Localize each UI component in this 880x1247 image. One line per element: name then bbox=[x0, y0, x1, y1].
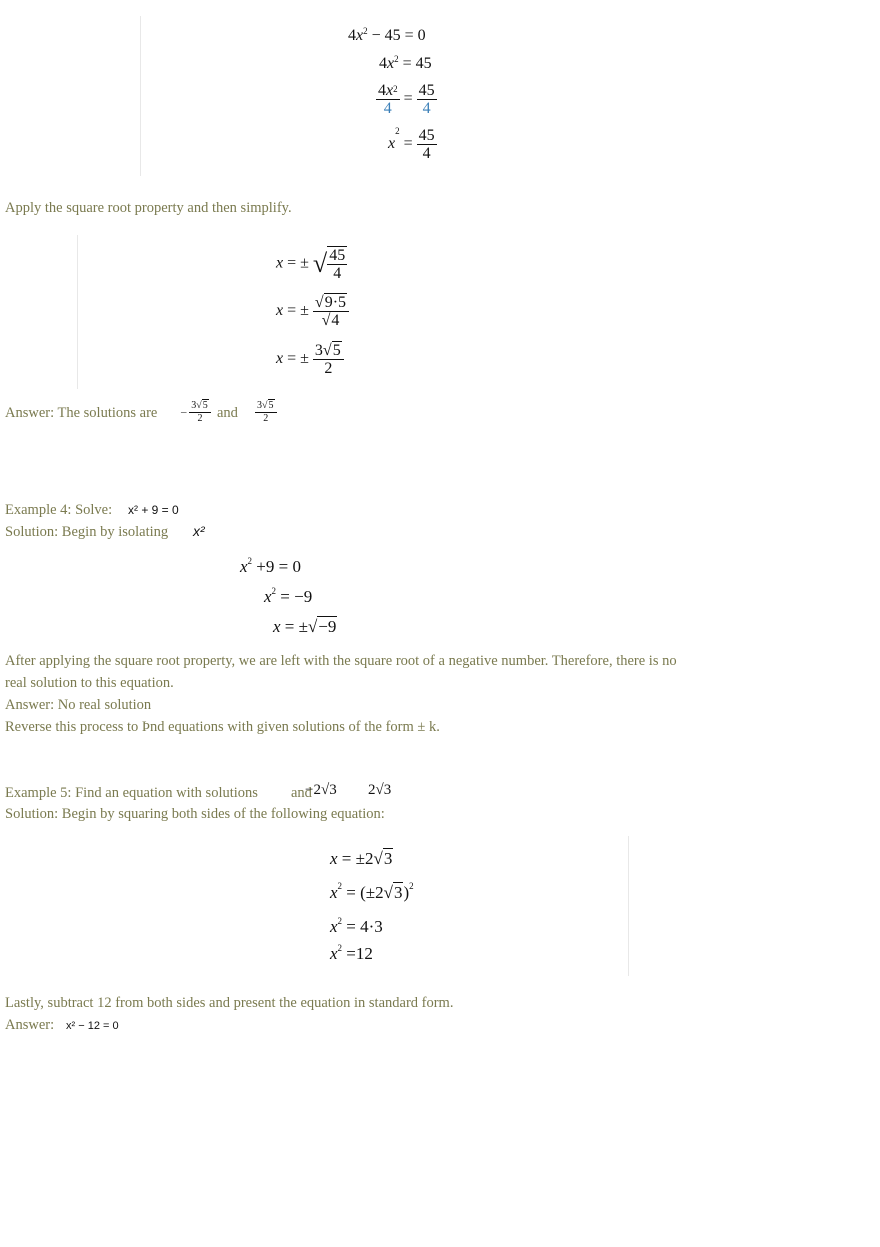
eq-rest: − 45 = 0 bbox=[371, 27, 426, 44]
num-45: 45 bbox=[418, 127, 435, 144]
radicand: −9 bbox=[318, 617, 337, 636]
coef: 3 bbox=[257, 400, 262, 411]
fraction: $\frac{3√5}{2}$ bbox=[255, 400, 277, 425]
answer-solutions-label: Answer: The solutions are bbox=[5, 405, 158, 421]
eq-rest: = 4·3 bbox=[346, 917, 383, 936]
value: ±2 bbox=[355, 849, 374, 868]
fraction: $\frac{3√5}{2}$ bbox=[189, 400, 211, 425]
den: 2 bbox=[263, 413, 269, 424]
equation-x-pm-sqrt9x5-over-sqrt4: x = ± $\frac{√9\cdot 5}{√4}$ bbox=[276, 294, 349, 329]
den-4: 4 bbox=[422, 145, 431, 162]
example4-equation: x² + 9 = 0 bbox=[128, 503, 179, 517]
fraction-lhs: $\frac{4x^2}{4}$ bbox=[378, 82, 398, 117]
equation-x2-squared: $x^2 = (\pm 2√3)^2$ bbox=[330, 881, 414, 902]
fraction-rhs bbox=[417, 127, 437, 162]
den-4: 4 bbox=[333, 265, 342, 282]
den-4: 4 bbox=[422, 100, 431, 117]
paragraph-no-real-solution: real solution to this equation. bbox=[5, 675, 174, 691]
equation-x-pm-3sqrt5-over-2: x = ± $\frac{3√5}{2}$ bbox=[276, 342, 344, 377]
equation-x-pm-sqrt-45-4: x = ± √ $\frac{45}{4}$ bbox=[276, 247, 346, 282]
equation-x2-4x3: $x^2 = 4\cdot 3$ bbox=[330, 916, 383, 936]
radicand: 4 bbox=[331, 312, 340, 329]
radicand: 3 bbox=[393, 883, 403, 902]
coef-4: 4 bbox=[379, 55, 387, 72]
radicand: 9·5 bbox=[324, 294, 347, 311]
num-45: 45 bbox=[418, 82, 435, 99]
paragraph-negative-root: After applying the square root property, we are left with the square root of a negative number. Therefore, there is no bbox=[5, 653, 677, 669]
paragraph-reverse-process: Reverse this process to Þnd equations with given solutions of the form ± k. bbox=[5, 719, 440, 735]
radicand: 5 bbox=[202, 400, 208, 411]
radicand: 5 bbox=[268, 400, 274, 411]
equation-divide-by-4: $\frac{4x^2}{4}$ = $\frac{45}{4}$ bbox=[378, 82, 435, 117]
fraction: $\frac{√9\cdot 5}{√4}$ bbox=[313, 294, 349, 329]
equation-x-pm-sqrt-minus9: x = ±√−9 bbox=[273, 617, 337, 636]
example4-solution-label: Solution: Begin by isolating bbox=[5, 524, 169, 540]
margin-line-1 bbox=[140, 16, 141, 176]
paragraph-subtract-12: Lastly, subtract 12 from both sides and present the equation in standard form. bbox=[5, 995, 454, 1011]
answer3-equation: x² − 12 = 0 bbox=[66, 1020, 119, 1032]
equation-4x2-eq-45: $4x^2 = 45$ bbox=[379, 54, 432, 72]
solution-positive bbox=[255, 400, 277, 425]
example4-title: Example 4: Solve: bbox=[5, 502, 113, 518]
answer-no-real-solution: Answer: No real solution bbox=[5, 697, 152, 713]
example5-and-word: and bbox=[291, 785, 312, 801]
eq-rest: = 45 bbox=[402, 55, 432, 72]
answer3-label: Answer: bbox=[5, 1017, 55, 1033]
equation-x2-plus-9: $x^2 +9 = 0$ bbox=[240, 556, 301, 576]
margin-line-2 bbox=[77, 235, 78, 389]
close-paren: ) bbox=[403, 883, 410, 902]
eq-rest: =12 bbox=[346, 944, 373, 963]
equation-x-pm-2sqrt3: x = ±2√3 bbox=[330, 849, 393, 868]
margin-line-3 bbox=[628, 836, 629, 976]
open-paren: (±2 bbox=[360, 883, 384, 902]
coef: 3 bbox=[191, 400, 197, 411]
fraction-rhs bbox=[417, 82, 437, 117]
instruction-square-root: Apply the square root property and then simplify. bbox=[5, 200, 292, 216]
fraction: $\frac{3√5}{2}$ bbox=[313, 342, 344, 377]
den: 2 bbox=[197, 413, 203, 424]
example5-solution-label: Solution: Begin by squaring both sides of the following equation: bbox=[5, 806, 385, 822]
equation-x2-eq-45-over-4: $x^2$ = $\frac{45}{4}$ bbox=[388, 126, 435, 162]
num-coef: 4 bbox=[378, 82, 386, 99]
radicand: 3 bbox=[383, 849, 393, 868]
coef-4: 4 bbox=[348, 27, 356, 44]
equation-4x2-minus-45: $4x^2 - 45 = 0$ bbox=[348, 26, 426, 44]
radicand: 5 bbox=[332, 342, 341, 359]
den: 2 bbox=[324, 360, 333, 377]
coef: 3 bbox=[314, 342, 323, 359]
solution-negative: – $\frac{3√5}{2}$ bbox=[181, 400, 211, 425]
radical-fraction bbox=[327, 246, 347, 282]
eq-rest: = −9 bbox=[280, 587, 313, 606]
example5-solution-a: −2√3 bbox=[305, 782, 337, 798]
isolate-term: x² bbox=[193, 523, 205, 539]
equation-x2-12: $x^2 =12$ bbox=[330, 943, 373, 963]
equation-x2-eq-minus9: $x^2 = -9$ bbox=[264, 586, 313, 606]
example5-title: Example 5: Find an equation with solutions bbox=[5, 785, 258, 801]
den-4: 4 bbox=[383, 100, 392, 117]
num-45: 45 bbox=[329, 247, 346, 264]
eq-rest: +9 = 0 bbox=[256, 557, 301, 576]
and-word: and bbox=[217, 405, 238, 421]
example5-solution-b: 2√3 bbox=[368, 782, 392, 798]
